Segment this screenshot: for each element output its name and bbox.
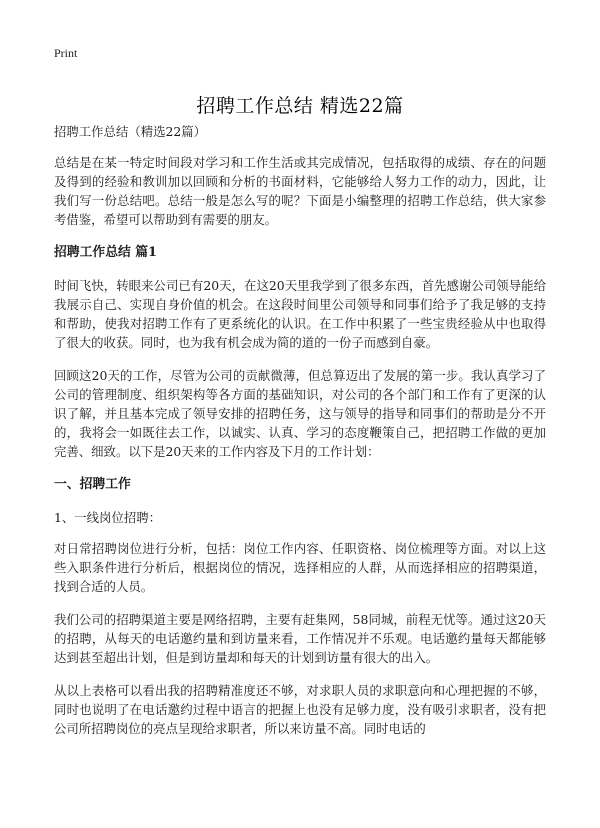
document-body bbox=[54, 122, 546, 752]
paragraph-2: 回顾这20天的工作，尽管为公司的贡献微薄，但总算迈出了发展的第一步。我认真学习了公司的管理制度、组织架构等各方面的基础知识，对公司的各个部门和工作有了更深的认识了解，并且基本完成了领导安排的招聘任务，这与领导的指导和同事们的帮助是分不开的，我将会一如既往去工作，以诚实、认真、学习的态度鞭策自己，把招聘工作做的更加完善、细致。以下是20天来的工作内容及下月的工作计划： bbox=[54, 368, 546, 459]
section-heading-recruitment: 一、招聘工作 bbox=[54, 477, 131, 492]
print-link[interactable]: Print bbox=[54, 46, 78, 60]
list-item-frontline-recruitment: 1、一线岗位招聘： bbox=[54, 510, 162, 525]
document-subtitle: 招聘工作总结（精选22篇） bbox=[54, 124, 207, 139]
paragraph-1: 时间飞快，转眼来公司已有20天，在这20天里我学到了很多东西，首先感谢公司领导能给我展示自己、实现自身价值的机会。在这段时间里公司领导和同事们给予了我足够的支持和帮助，使我对招聘工作有了更系统化的认识。在工作中积累了一些宝贵经验从中也取得了很大的收获。同时，也为我有机会成为简的道的一份子而感到自豪。 bbox=[54, 278, 546, 350]
paragraph-4: 我们公司的招聘渠道主要是网络招聘，主要有赶集网，58同城，前程无忧等。通过这20天的招聘，从每天的电话邀约量和到访量来看，工作情况并不乐观。电话邀约量每天都能够达到甚至超出计划，但是到访量却和每天的计划到访量有很大的出入。 bbox=[54, 612, 546, 665]
page-title: 招聘工作总结 精选22篇 bbox=[196, 94, 404, 117]
paragraph-3: 对日常招聘岗位进行分析，包括：岗位工作内容、任职资格、岗位梳理等方面。对以上这些入职条件进行分析后，根据岗位的情况，选择相应的人群，从而选择相应的招聘渠道，找到合适的人员。 bbox=[54, 541, 546, 594]
paragraph-5: 从以上表格可以看出我的招聘精准度还不够，对求职人员的求职意向和心理把握的不够，同时也说明了在电话邀约过程中语言的把握上也没有足够力度，没有吸引求职者，没有把公司所招聘岗位的亮点呈现给求职者，所以来访量不高。同时电话的 bbox=[54, 683, 546, 736]
intro-paragraph: 总结是在某一特定时间段对学习和工作生活或其完成情况，包括取得的成绩、存在的问题及得到的经验和教训加以回顾和分析的书面材料，它能够给人努力工作的动力，因此，让我们写一份总结吧。总结一般是怎么写的呢？下面是小编整理的招聘工作总结，供大家参考借鉴，希望可以帮助到有需要的朋友。 bbox=[54, 155, 546, 227]
section-heading-1: 招聘工作总结 篇1 bbox=[54, 245, 157, 260]
